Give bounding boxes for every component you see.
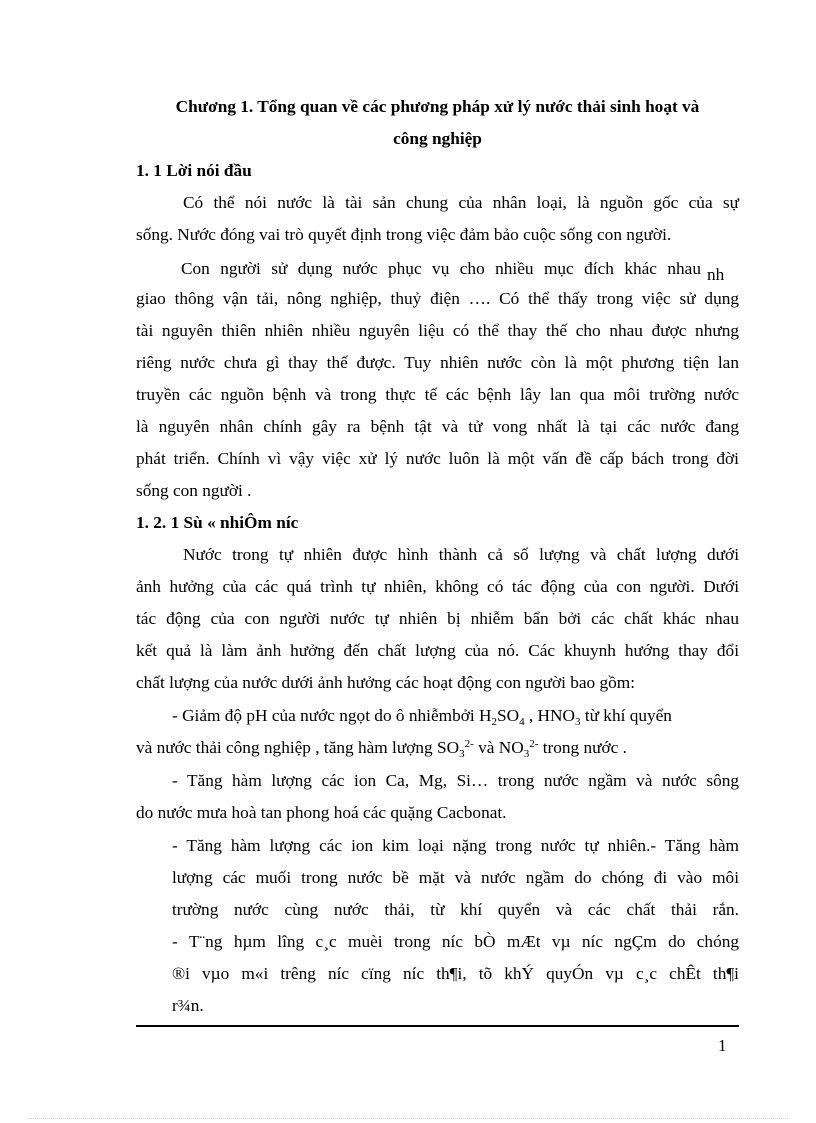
chapter-title-line-1: Chương 1. Tổng quan về các phương pháp xử lý nước thải sinh hoạt và [175,97,700,116]
paragraph-line: Có thể nói nước là tài sản chung của nhân loại, là nguồn gốc của sự [183,193,739,212]
bullet-line: do nước mưa hoà tan phong hoá các quặng Cacbonat. [136,803,507,822]
bullet-line: - Tăng hàm lượng các ion kim loại nặng trong nước tự nhiên.- Tăng hàm [172,836,739,855]
bullet-ph-line-2: và nước thải công nghiệp , tăng hàm lượng $SO_3^{2-}$ và $NO_3^{2-}$ trong nước . [136,738,627,760]
formula-so3: $SO_3^{2-}$ [436,738,474,760]
paragraph-line: tác động của con người nước tự nhiên bị nhiễm bẩn bởi các chất khác nhau [136,609,739,628]
bullet-line-garbled: - T¨ng hµm lîng c¸c muèi trong níc bÒ mÆt vµ níc ngÇm do chóng [172,932,739,951]
section-heading-1-2-1: 1. 2. 1 Sù « nhiÔm níc [136,513,299,532]
paragraph-line: chất lượng của nước dưới ảnh hưởng các hoạt động con người bao gồm: [136,673,635,692]
formula-no3: $NO_3^{2-}$ [498,738,539,760]
bullet-line: lượng các muối trong nước bề mặt và nước ngầm do chóng đi vào môi [172,868,739,887]
stray-text-fragment: nh [707,265,725,284]
paragraph-line: Con người sử dụng nước phục vụ cho nhiều mục đích khác nhau [181,259,701,278]
paragraph-line: kết quả là làm ảnh hưởng đến chất lượng của nó. Các khuynh hướng thay đổi [136,641,739,660]
paragraph-line: giao thông vận tải, nông nghiệp, thuỷ điện …. Có thể thấy trong việc sử dụng [136,289,739,308]
paragraph-line: truyền các nguồn bệnh và trong thực tế các bệnh lây lan qua môi trường nước [136,385,739,404]
page-break-dotted-line [28,1118,788,1119]
bullet-line-garbled: r¾n. [172,996,204,1015]
bullet-line: - Tăng hàm lượng các ion Ca, Mg, Si… trong nước ngầm và nước sông [172,771,739,790]
bullet-ph-line-1: - Giảm độ pH của nước ngọt do ô nhiễmbởi $H_2SO_4$ , $HNO_3$ từ khí quyển [172,706,672,728]
bullet-line: trường nước cùng nước thải, từ khí quyển và các chất thải rắn. [172,900,739,919]
paragraph-line: là nguyên nhân chính gây ra bệnh tật và tử vong nhất là tại các nước đang [136,417,739,436]
paragraph-line: phát triển. Chính vì vậy việc xử lý nước luôn là một vấn đề cấp bách trong đời [136,449,739,468]
chapter-title-line-2: công nghiệp [393,129,482,148]
paragraph-line: tài nguyên thiên nhiên nhiều nguyên liệu có thể thay thế cho nhau được nhưng [136,321,739,340]
paragraph-line: ảnh hưởng của các quá trình tự nhiên, không có tác động của con người. Dưới [136,577,739,596]
paragraph-line: Nước trong tự nhiên được hình thành cả số lượng và chất lượng dưới [183,545,739,564]
section-heading-1-1: 1. 1 Lời nói đầu [136,161,252,180]
paragraph-line: riêng nước chưa gì thay thế được. Tuy nhiên nước còn là một phương tiện lan [136,353,739,372]
formula-h2so4: $H_2SO_4$ [478,706,525,728]
paragraph-line: sống con người . [136,481,252,500]
paragraph-line: sống. Nước đóng vai trò quyết định trong việc đảm bảo cuộc sống con người. [136,225,672,244]
bullet-line-garbled: ®i vµo m«i trêng níc cïng níc th¶i, tõ khÝ quyÓn vµ c¸c chÊt th¶i [172,964,739,983]
footer-rule [136,1025,739,1027]
page-number: 1 [718,1036,727,1055]
formula-hno3: $HNO_3$ [537,706,581,728]
